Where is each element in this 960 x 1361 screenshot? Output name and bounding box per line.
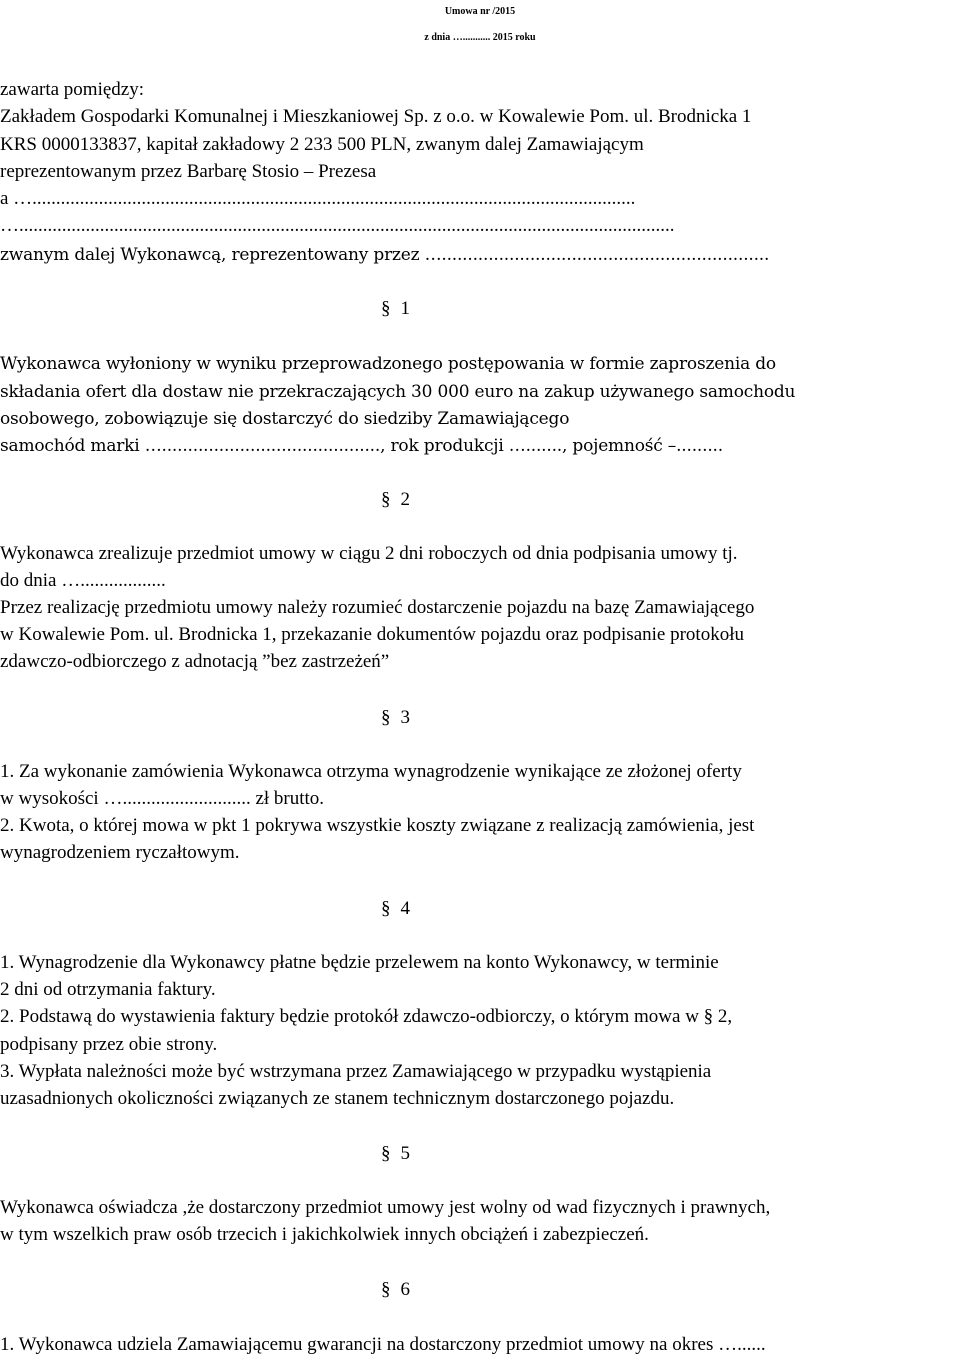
party-employer-krs: KRS 0000133837, kapitał zakładowy 2 233 500 PLN, zwanym dalej Zamawiającym (0, 134, 644, 155)
section-2-line: do dnia ….................. (0, 570, 166, 591)
section-5-line: Wykonawca oświadcza ,że dostarczony przedmiot umowy jest wolny od wad fizycznych i prawnych, (0, 1197, 771, 1218)
section-1-line: Wykonawca wyłoniony w wyniku przeprowadzonego postępowania w formie zaproszenia do (0, 354, 776, 374)
section-4-line: 2 dni od otrzymania faktury. (0, 979, 216, 1000)
contract-title: Umowa nr /2015 (444, 6, 516, 17)
section-5-heading (381, 1142, 410, 1166)
section-6-heading (381, 1278, 410, 1302)
section-number: 3 (400, 707, 410, 728)
section-3-line: wynagrodzeniem ryczałtowym. (0, 842, 240, 863)
section-symbol: § (381, 898, 391, 919)
section-3-line: 1. Za wykonanie zamówienia Wykonawca otrzyma wynagrodzenie wynikające ze złożonej oferty (0, 761, 742, 782)
section-4-heading (381, 897, 410, 921)
section-1-heading (381, 297, 410, 321)
party-contractor-rep: zwanym dalej Wykonawcą, reprezentowany przez …............................................................... (0, 245, 770, 265)
section-2-line: Przez realizację przedmiotu umowy należy rozumieć dostarczenie pojazdu na bazę Zamawiającego (0, 597, 755, 618)
section-symbol: § (381, 707, 391, 728)
section-symbol: § (381, 1279, 391, 1300)
section-5-line: w tym wszelkich praw osób trzecich i jakichkolwiek innych obciążeń i zabezpieczeń. (0, 1224, 649, 1245)
contract-date: z dnia …........... 2015 roku (424, 32, 536, 43)
section-symbol: § (381, 489, 391, 510)
section-2-line: zdawczo-odbiorczego z adnotacją ”bez zastrzeżeń” (0, 651, 390, 672)
parties-intro: zawarta pomiędzy: (0, 79, 145, 100)
party-employer-line: Zakładem Gospodarki Komunalnej i Mieszkaniowej Sp. z o.o. w Kowalewie Pom. ul. Brodnicka 1 (0, 106, 752, 127)
section-number: 1 (400, 298, 410, 319)
section-number: 5 (400, 1143, 410, 1164)
section-number: 2 (400, 489, 410, 510)
section-1-line: osobowego, zobowiązuje się dostarczyć do siedziby Zamawiającego (0, 409, 570, 429)
section-4-line: uzasadnionych okoliczności związanych ze stanem technicznym dostarczonego pojazdu. (0, 1088, 675, 1109)
section-number: 6 (400, 1279, 410, 1300)
section-2-line: Wykonawca zrealizuje przedmiot umowy w ciągu 2 dni roboczych od dnia podpisania umowy tj. (0, 543, 738, 564)
section-4-line: 2. Podstawą do wystawienia faktury będzie protokół zdawczo-odbiorczy, o którym mowa w § 2, (0, 1006, 733, 1027)
section-4-line: podpisany przez obie strony. (0, 1034, 218, 1055)
section-symbol: § (381, 1143, 391, 1164)
section-1-line: składania ofert dla dostaw nie przekraczających 30 000 euro na zakup używanego samochodu (0, 382, 796, 402)
section-3-line: w wysokości …........................... zł brutto. (0, 788, 325, 809)
party-employer-rep: reprezentowanym przez Barbarę Stosio – Prezesa (0, 161, 377, 182)
section-1-line: samochód marki ….........................................., rok produkcji …......., pojemność –......... (0, 436, 723, 456)
section-6-line: 1. Wykonawca udziela Zamawiającemu gwarancji na dostarczony przedmiot umowy na okres …...... (0, 1334, 766, 1355)
section-2-heading (381, 488, 410, 512)
section-symbol: § (381, 298, 391, 319)
party-contractor-blank: ….......................................................................................................................................... (0, 215, 675, 236)
section-number: 4 (400, 898, 410, 919)
party-contractor-line: a …............................................................................................................................... (0, 188, 636, 209)
section-3-heading (381, 706, 410, 730)
section-3-line: 2. Kwota, o której mowa w pkt 1 pokrywa wszystkie koszty związane z realizacją zamówienia, jest (0, 815, 755, 836)
section-4-line: 3. Wypłata należności może być wstrzymana przez Zamawiającego w przypadku wystąpienia (0, 1061, 712, 1082)
section-2-line: w Kowalewie Pom. ul. Brodnicka 1, przekazanie dokumentów pojazdu oraz podpisanie protokołu (0, 624, 744, 645)
section-4-line: 1. Wynagrodzenie dla Wykonawcy płatne będzie przelewem na konto Wykonawcy, w terminie (0, 952, 719, 973)
